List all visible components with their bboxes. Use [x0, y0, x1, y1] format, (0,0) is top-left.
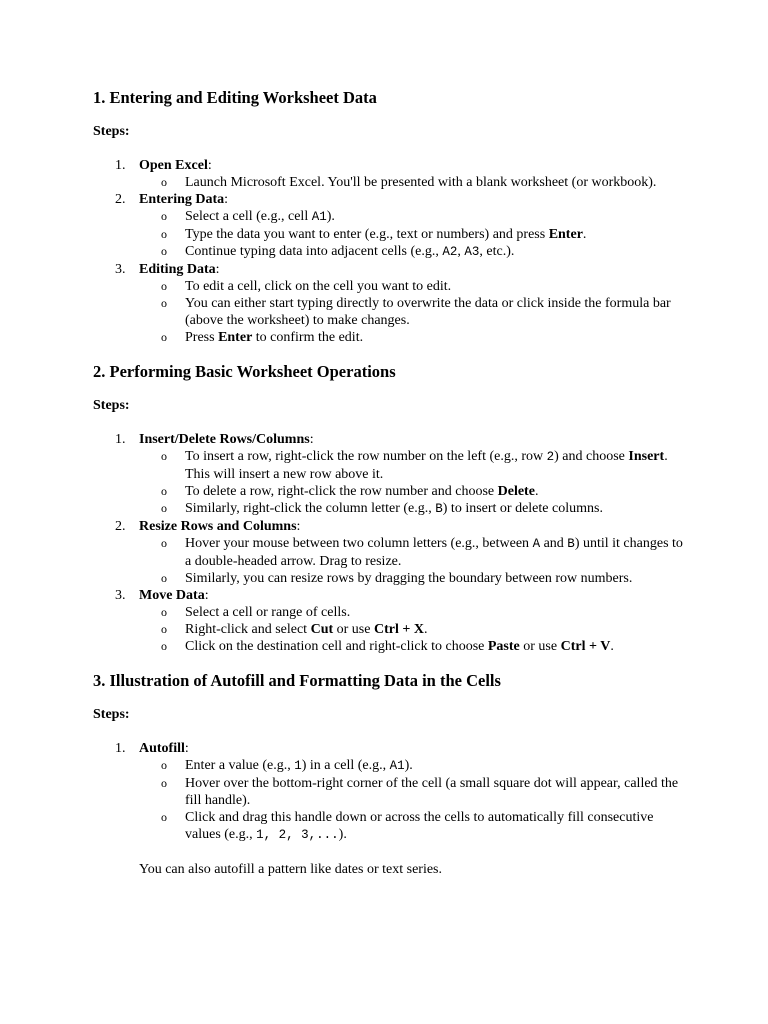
item-number: 3. — [115, 262, 126, 277]
section-2-steps-label: Steps: — [93, 398, 130, 413]
list-item: 1. Insert/Delete Rows/Columns: o To insert a row, right-click the row number on the left (e.g., row 2) and choose Insert. This will insert a new row above it. o To delete a row, right-click the row number and choose Delete. o Similarly, right-click the column letter (e.g., B) to insert or delete columns. — [93, 431, 683, 518]
list-item: 2. Resize Rows and Columns: o Hover your mouse between two column letters (e.g., between A and B) until it changes to a double-headed arrow. Drag to resize. o Similarly, you can resize rows by dragging the boundary between row numbers. — [93, 518, 683, 587]
bullet-item: o Type the data you want to enter (e.g., text or numbers) and press Enter. — [161, 227, 587, 242]
list-item: 3. Editing Data: o To edit a cell, click on the cell you want to edit. o You can either start typing directly to overwrite the data or click inside the formula bar (above the worksheet) to make changes. o Press Enter to confirm the edit. — [93, 261, 683, 346]
bullet-icon: o — [161, 536, 167, 550]
bullet-icon: o — [161, 227, 167, 241]
list-item: 2. Entering Data: o Select a cell (e.g., cell A1). o Type the data you want to enter (e.g., text or numbers) and press Enter. o Continue typing data into adjacent cells (e.g., A2, A3, etc.). — [93, 191, 683, 261]
list-item: 1. Autofill: o Enter a value (e.g., 1) in a cell (e.g., A1). o Hover over the bottom-right corner of the cell (a small square dot will appear, called the fill handle). o Click and drag this handle down or across the cells to automatically fill consecutive values (e.g., 1, 2, 3,...). — [93, 740, 683, 844]
bullet-icon: o — [161, 622, 167, 636]
bullet-item: o Click on the destination cell and right-click to choose Paste or use Ctrl + V. — [161, 639, 614, 654]
section-2-heading: 2. Performing Basic Worksheet Operations — [93, 362, 396, 381]
bullet-item: o Enter a value (e.g., 1) in a cell (e.g., A1). — [161, 758, 413, 773]
item-number: 1. — [115, 158, 126, 173]
bullet-icon: o — [161, 244, 167, 258]
bullet-item: o Similarly, right-click the column letter (e.g., B) to insert or delete columns. — [161, 501, 603, 516]
item-number: 2. — [115, 192, 126, 207]
item-title: Insert/Delete Rows/Columns — [139, 432, 310, 447]
item-number: 1. — [115, 432, 126, 447]
autofill-note: You can also autofill a pattern like dates or text series. — [139, 862, 442, 877]
bullet-icon: o — [161, 449, 167, 463]
document-page — [93, 86, 683, 892]
bullet-item: o Click and drag this handle down or across the cells to automatically fill consecutive values (e.g., 1, 2, 3,...). — [161, 810, 654, 842]
bullet-item: o Right-click and select Cut or use Ctrl + X. — [161, 622, 428, 637]
bullet-icon: o — [161, 605, 167, 619]
bullet-icon: o — [161, 296, 167, 310]
bullet-item: o To insert a row, right-click the row number on the left (e.g., row 2) and choose Insert. This will insert a new row above it. — [161, 449, 668, 482]
bullet-icon: o — [161, 209, 167, 223]
bullet-item: o Select a cell or range of cells. — [161, 605, 351, 620]
section-1-steps-list — [93, 157, 683, 346]
list-item: 1. Open Excel: o Launch Microsoft Excel. You'll be presented with a blank worksheet (or workbook). — [93, 157, 683, 191]
item-title: Move Data — [139, 588, 205, 603]
bullet-item: o To edit a cell, click on the cell you want to edit. — [161, 279, 452, 294]
bullet-item: o Continue typing data into adjacent cells (e.g., A2, A3, etc.). — [161, 244, 515, 259]
item-title: Autofill — [139, 741, 185, 756]
item-title: Resize Rows and Columns — [139, 519, 297, 534]
item-number: 1. — [115, 741, 126, 756]
section-1-steps-label: Steps: — [93, 124, 130, 139]
bullet-icon: o — [161, 330, 167, 344]
item-number: 3. — [115, 588, 126, 603]
bullet-icon: o — [161, 810, 167, 824]
section-3-heading: 3. Illustration of Autofill and Formatting Data in the Cells — [93, 671, 501, 690]
item-title: Open Excel — [139, 158, 208, 173]
item-number: 2. — [115, 519, 126, 534]
bullet-icon: o — [161, 639, 167, 653]
section-2-steps-list — [93, 431, 683, 655]
section-1-heading: 1. Entering and Editing Worksheet Data — [93, 88, 377, 107]
bullet-icon: o — [161, 484, 167, 498]
bullet-item: o Launch Microsoft Excel. You'll be presented with a blank worksheet (or workbook). — [161, 175, 657, 190]
item-title: Entering Data — [139, 192, 225, 207]
bullet-icon: o — [161, 776, 167, 790]
bullet-item: o To delete a row, right-click the row number and choose Delete. — [161, 484, 539, 499]
section-3-steps-label: Steps: — [93, 707, 130, 722]
bullet-item: o Select a cell (e.g., cell A1). — [161, 209, 335, 224]
bullet-item: o You can either start typing directly to overwrite the data or click inside the formula bar (above the worksheet) to make changes. — [161, 296, 671, 328]
bullet-icon: o — [161, 758, 167, 772]
bullet-item: o Press Enter to confirm the edit. — [161, 330, 364, 345]
bullet-icon: o — [161, 501, 167, 515]
bullet-icon: o — [161, 279, 167, 293]
bullet-icon: o — [161, 571, 167, 585]
list-item: 3. Move Data: o Select a cell or range of cells. o Right-click and select Cut or use Ctrl + X. o Click on the destination cell and right-click to choose Paste or use Ctrl + V. — [93, 587, 683, 655]
bullet-item: o Similarly, you can resize rows by dragging the boundary between row numbers. — [161, 571, 633, 586]
item-title: Editing Data — [139, 262, 216, 277]
bullet-item: o Hover your mouse between two column letters (e.g., between A and B) until it changes to a double-headed arrow. Drag to resize. — [161, 536, 683, 569]
bullet-icon: o — [161, 175, 167, 189]
section-3-steps-list — [93, 740, 683, 844]
bullet-item: o Hover over the bottom-right corner of the cell (a small square dot will appear, called the fill handle). — [161, 776, 679, 808]
